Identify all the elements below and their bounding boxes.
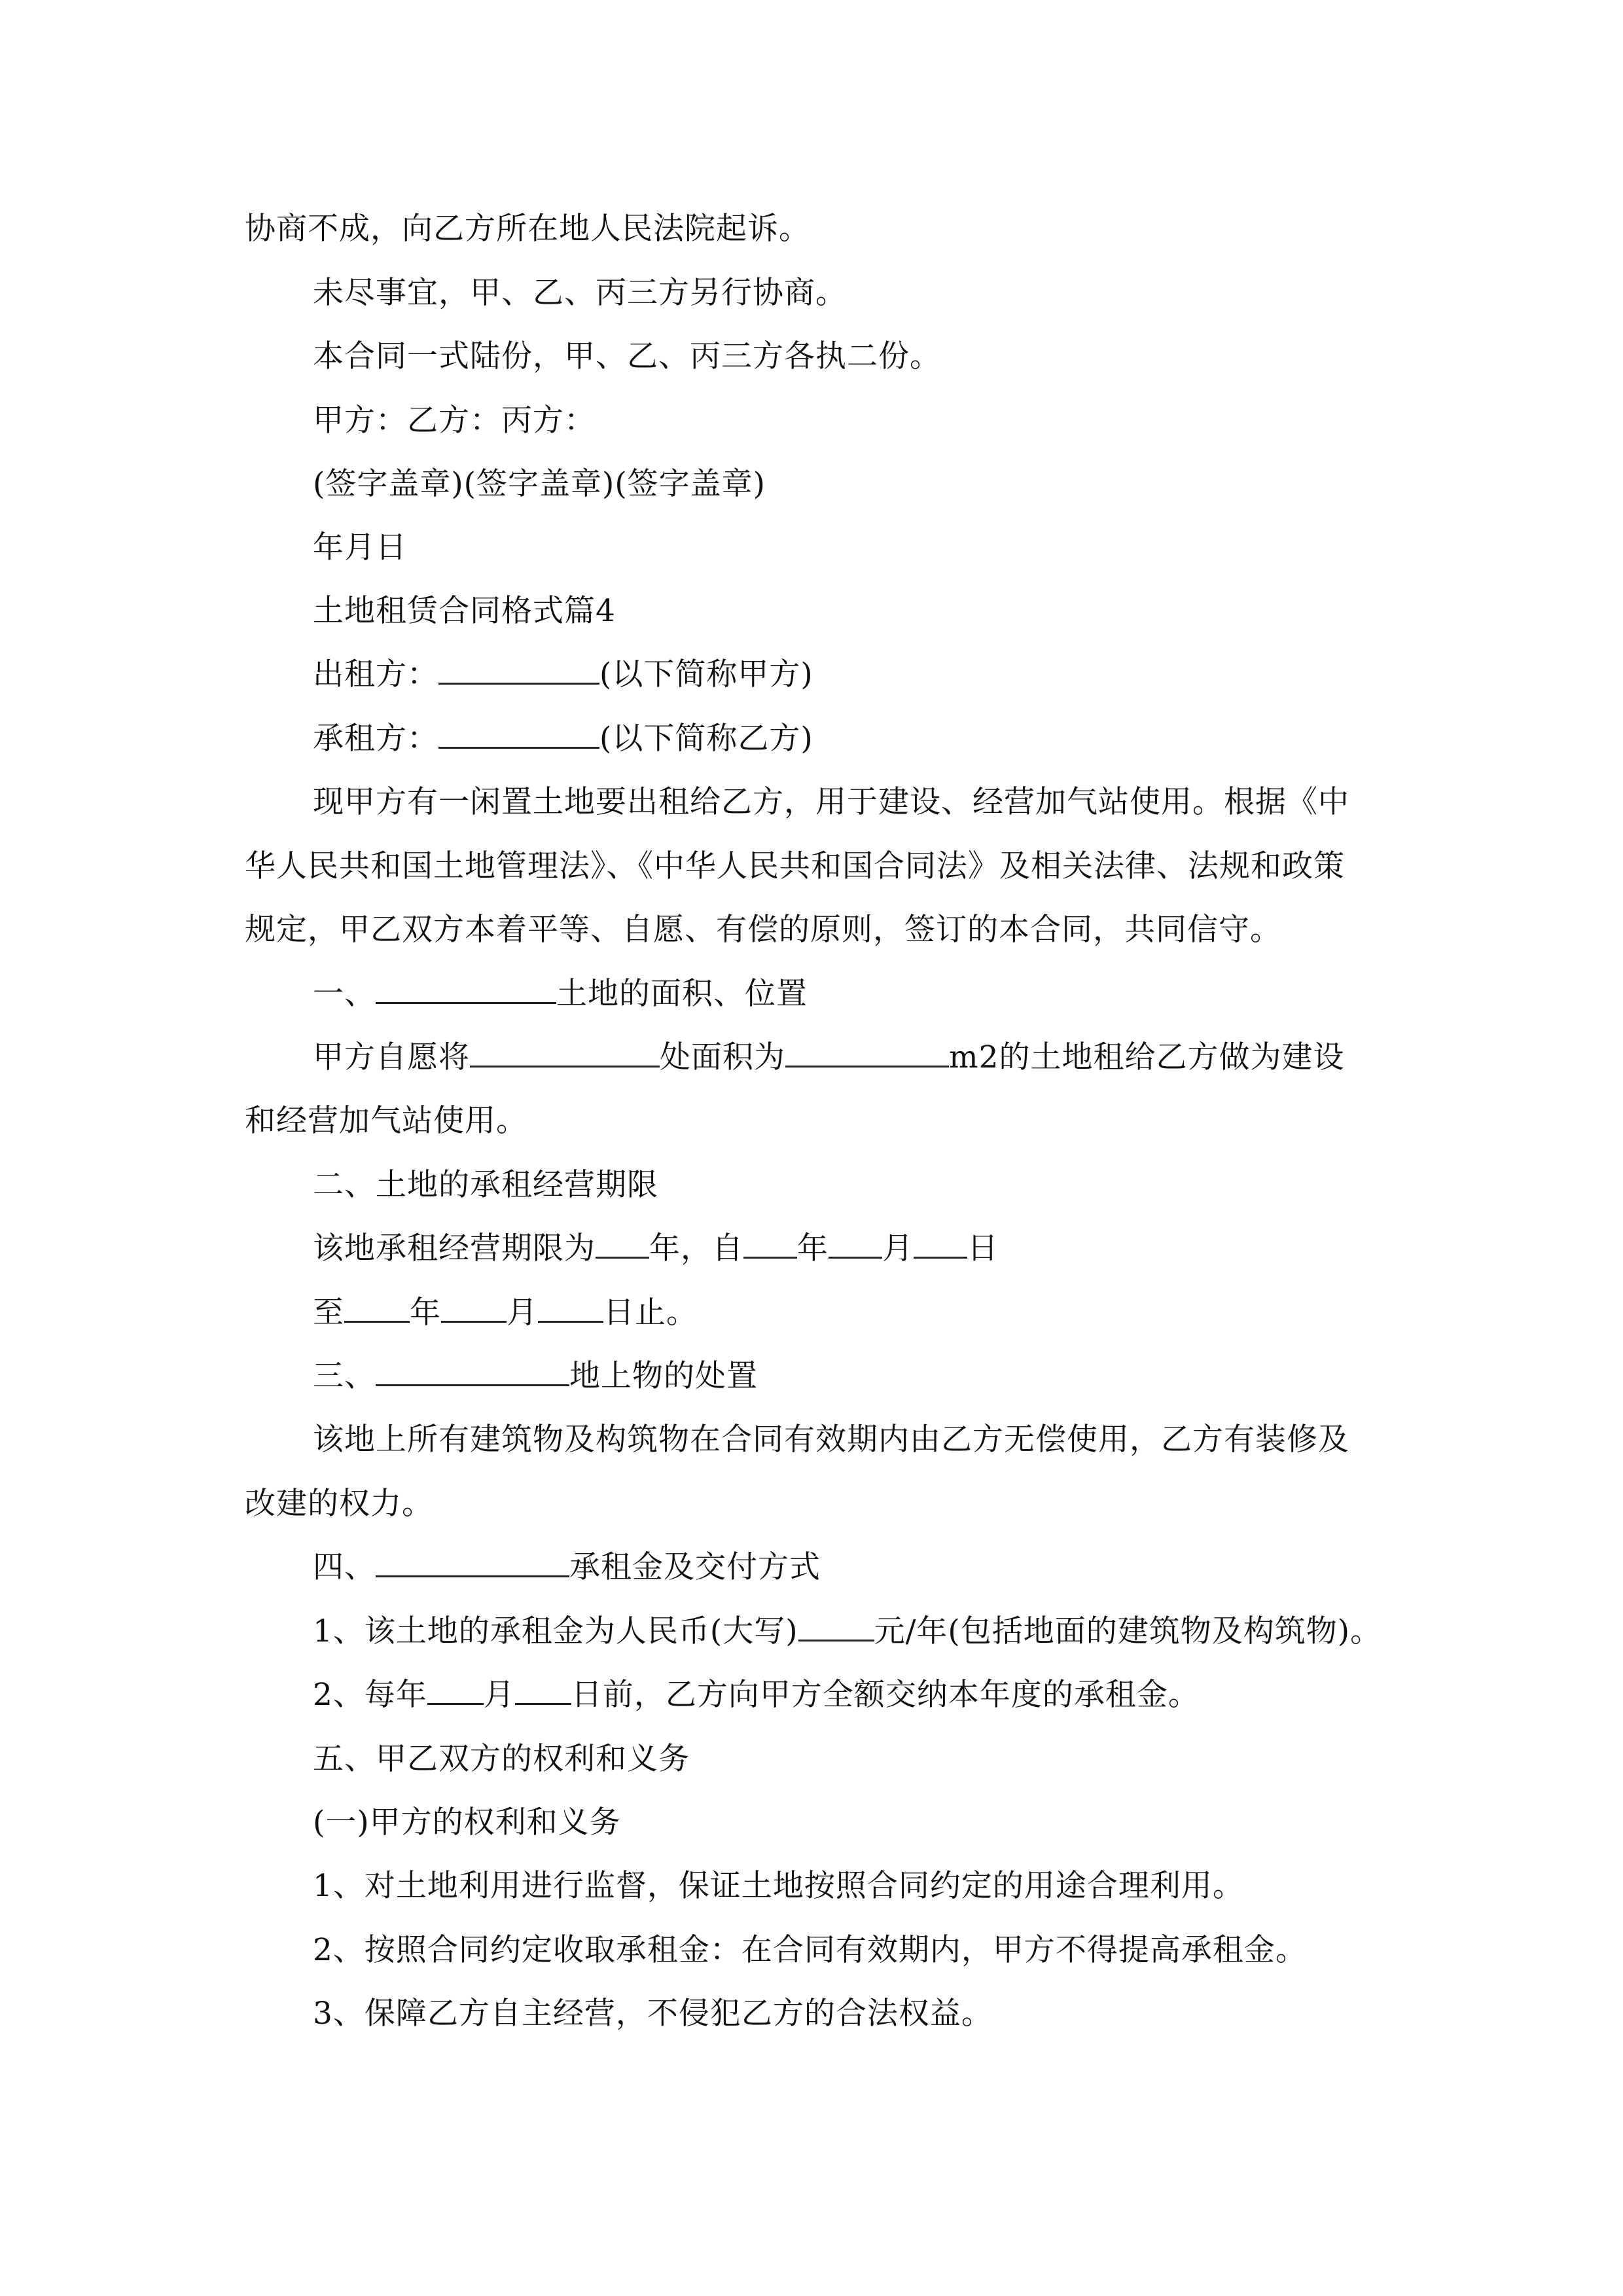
text-segment: 元/年(包括地面的建筑物及构筑物)。 — [874, 1613, 1382, 1649]
paragraph-line: 1、对土地利用进行监督，保证土地按照合同约定的用途合理利用。 — [313, 1868, 1244, 1904]
lessor-label: 出租方： — [313, 656, 438, 692]
text-segment: 月 — [507, 1295, 538, 1331]
clause-heading — [313, 1541, 1465, 1594]
text-segment: 2、每年 — [313, 1677, 427, 1713]
clause-title: 承租金及交付方式 — [569, 1549, 821, 1585]
fill-blank — [914, 1223, 967, 1259]
signature-parties-line: 甲方：乙方：丙方： — [313, 403, 596, 439]
text-segment: m2的土地租给乙方做为建设 — [949, 1039, 1345, 1075]
paragraph-line: 现甲方有一闲置土地要出租给乙方，用于建设、经营加气站使用。根据《中 — [313, 784, 1349, 820]
lessor-line — [313, 649, 1465, 701]
clause-heading — [313, 1350, 1465, 1403]
signature-seal-line: (签字盖章)(签字盖章)(签字盖章) — [313, 466, 766, 502]
paragraph-line: 本合同一式陆份，甲、乙、丙三方各执二份。 — [313, 338, 941, 374]
clause-title: 地上物的处置 — [569, 1358, 758, 1394]
paragraph-line: 协商不成，向乙方所在地人民法院起诉。 — [245, 211, 810, 247]
date-line: 年月日 — [313, 529, 407, 565]
fill-blank — [438, 713, 599, 749]
paragraph-line — [313, 1287, 1465, 1339]
section-title: 土地租赁合同格式篇4 — [313, 593, 616, 629]
text-segment: 年，自 — [649, 1230, 743, 1266]
paragraph-line — [313, 1031, 1465, 1084]
fill-blank — [785, 1031, 949, 1067]
text-segment: 日前，乙方向甲方全额交纳本年度的承租金。 — [571, 1677, 1200, 1713]
fill-blank — [376, 968, 556, 1004]
clause-heading — [313, 968, 1465, 1020]
clause-number: 三、 — [313, 1358, 376, 1394]
clause-heading: 五、甲乙双方的权利和义务 — [313, 1741, 690, 1777]
text-segment: 日止。 — [603, 1295, 698, 1331]
lessor-note: (以下简称甲方) — [599, 656, 813, 692]
lessee-label: 承租方： — [313, 721, 438, 757]
text-segment: 处面积为 — [660, 1039, 785, 1075]
clause-title: 土地的面积、位置 — [556, 976, 808, 1012]
fill-blank — [743, 1223, 797, 1259]
clause-heading: 二、土地的承租经营期限 — [313, 1167, 658, 1203]
clause-number: 四、 — [313, 1549, 376, 1585]
paragraph-line — [313, 1669, 1465, 1721]
fill-blank — [829, 1223, 882, 1259]
fill-blank — [515, 1669, 571, 1705]
clause-number: 一、 — [313, 976, 376, 1012]
sub-clause-heading: (一)甲方的权利和义务 — [313, 1804, 621, 1840]
paragraph-line: 2、按照合同约定收取承租金：在合同有效期内，甲方不得提高承租金。 — [313, 1932, 1307, 1968]
text-segment: 年 — [410, 1295, 441, 1331]
text-segment: 至 — [313, 1295, 344, 1331]
fill-blank — [438, 649, 599, 685]
text-segment: 年 — [797, 1230, 829, 1266]
text-segment: 月 — [483, 1677, 515, 1713]
paragraph-line: 未尽事宜，甲、乙、丙三方另行协商。 — [313, 275, 847, 311]
fill-blank — [538, 1287, 603, 1323]
text-segment: 甲方自愿将 — [313, 1039, 470, 1075]
lessee-line — [313, 713, 1465, 765]
fill-blank — [441, 1287, 507, 1323]
paragraph-line: 该地上所有建筑物及构筑物在合同有效期内由乙方无偿使用，乙方有装修及 — [313, 1422, 1349, 1458]
text-segment: 日 — [967, 1230, 999, 1266]
paragraph-line: 华人民共和国土地管理法》、《中华人民共和国合同法》及相关法律、法规和政策 — [245, 848, 1345, 884]
paragraph-line: 规定，甲乙双方本着平等、自愿、有偿的原则，签订的本合同，共同信守。 — [245, 912, 1281, 948]
paragraph-line — [313, 1223, 1465, 1275]
fill-blank — [376, 1541, 569, 1577]
paragraph-line: 和经营加气站使用。 — [245, 1103, 527, 1139]
fill-blank — [376, 1350, 569, 1386]
fill-blank — [427, 1669, 484, 1705]
text-segment: 月 — [882, 1230, 914, 1266]
lessee-note: (以下简称乙方) — [599, 721, 813, 757]
fill-blank — [596, 1223, 649, 1259]
fill-blank — [470, 1031, 660, 1067]
fill-blank — [344, 1287, 410, 1323]
text-segment: 1、该土地的承租金为人民币(大写) — [313, 1613, 798, 1649]
text-segment: 该地承租经营期限为 — [313, 1230, 596, 1266]
paragraph-line: 改建的权力。 — [245, 1486, 433, 1522]
paragraph-line — [313, 1605, 1465, 1658]
paragraph-line: 3、保障乙方自主经营，不侵犯乙方的合法权益。 — [313, 1996, 993, 2032]
fill-blank — [798, 1605, 874, 1641]
